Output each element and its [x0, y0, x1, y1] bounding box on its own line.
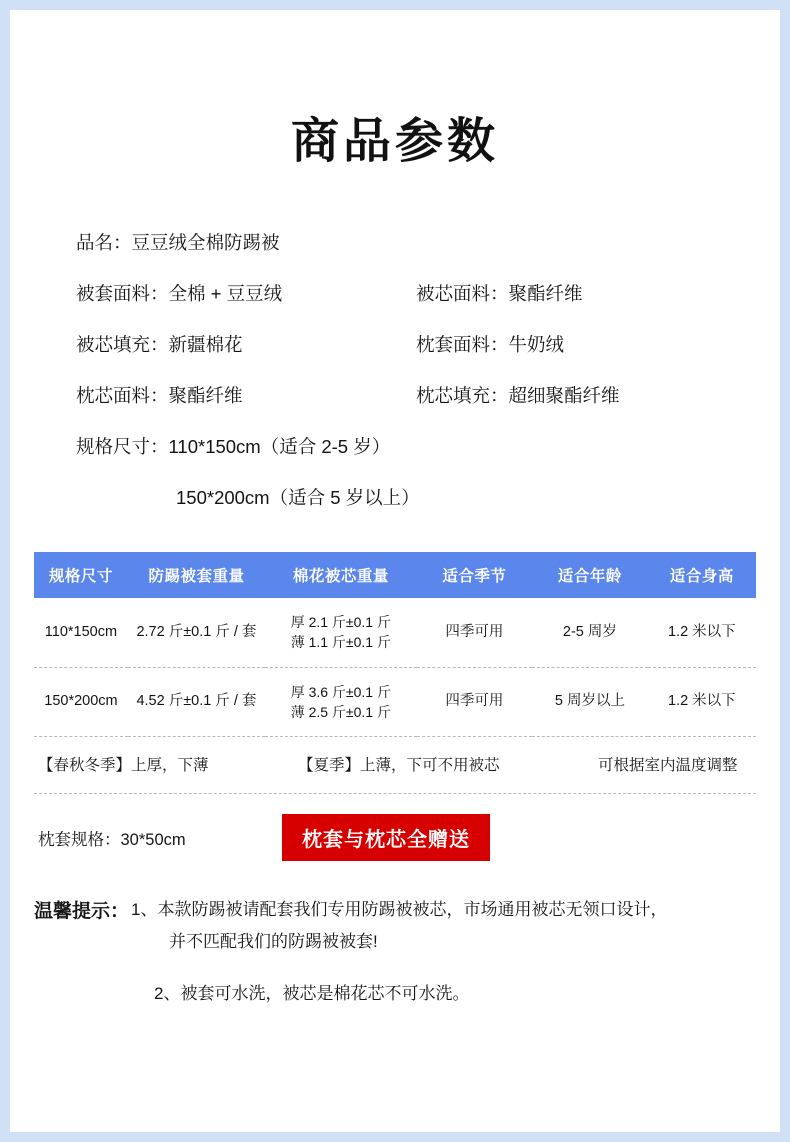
note-temperature: 可根据室内温度调整 [598, 757, 738, 775]
spec-text: 品名：豆豆绒全棉防踢被 [76, 232, 280, 253]
column-header-height: 适合身高 [648, 552, 756, 598]
core-weight-thin: 薄 2.5 斤±0.1 斤 [290, 703, 391, 720]
spec-text: 枕套面料：牛奶绒 [416, 334, 565, 355]
cell-size: 150*200cm [34, 667, 128, 737]
spec-list [10, 229, 780, 510]
cell-core-weight [265, 667, 417, 737]
column-header-cover-weight: 防踢被套重量 [128, 552, 265, 598]
tips-text-2: 2、被套可水洗，被芯是棉花芯不可水洗。 [154, 983, 470, 1003]
spec-text: 150*200cm（适合 5 岁以上） [176, 487, 420, 508]
cell-season: 四季可用 [417, 667, 533, 737]
product-parameters-page [10, 10, 780, 1132]
note-autumn-winter: 【春秋冬季】上厚，下薄 [38, 757, 209, 775]
cell-cover-weight: 4.52 斤±0.1 斤 / 套 [128, 667, 265, 737]
cell-age: 5 周岁以上 [532, 667, 648, 737]
core-weight-thick: 厚 3.6 斤±0.1 斤 [290, 683, 391, 700]
column-header-core-weight: 棉花被芯重量 [265, 552, 417, 598]
cell-height: 1.2 米以下 [648, 598, 756, 667]
column-header-age: 适合年龄 [532, 552, 648, 598]
tips-section [10, 869, 780, 1007]
spec-row [76, 433, 714, 459]
spec-text: 规格尺寸：110*150cm（适合 2-5 岁） [76, 436, 391, 457]
spec-row [76, 331, 714, 357]
pillow-spec-text: 枕套规格：30*50cm [38, 830, 186, 849]
spec-row [76, 280, 714, 306]
parameters-table-wrapper [10, 552, 780, 869]
spec-text: 被芯面料：聚酯纤维 [416, 283, 583, 304]
spec-row [76, 382, 714, 408]
cell-cover-weight: 2.72 斤±0.1 斤 / 套 [128, 598, 265, 667]
column-header-season: 适合季节 [417, 552, 533, 598]
column-header-size: 规格尺寸 [34, 552, 128, 598]
core-weight-thin: 薄 1.1 斤±0.1 斤 [290, 634, 391, 651]
cell-core-weight [265, 598, 417, 667]
cell-age: 2-5 周岁 [532, 598, 648, 667]
tips-text-1a: 1、本款防踢被请配套我们专用防踢被被芯，市场通用被芯无领口设计， [131, 900, 668, 920]
table-row [34, 598, 756, 667]
tips-heading: 温馨提示： [34, 901, 130, 923]
cell-season: 四季可用 [417, 598, 533, 667]
cell-size: 110*150cm [34, 598, 128, 667]
note-summer: 【夏季】上薄，下可不用被芯 [298, 757, 500, 775]
tips-line-1 [34, 897, 756, 926]
spec-row [76, 484, 714, 510]
page-title: 商品参数 [290, 113, 499, 169]
spec-row [76, 229, 714, 255]
cell-height: 1.2 米以下 [648, 667, 756, 737]
spec-text: 被套面料：全棉 + 豆豆绒 [76, 283, 283, 304]
parameters-table [34, 552, 756, 737]
core-weight-thick: 厚 2.1 斤±0.1 斤 [290, 614, 391, 630]
spec-text: 枕芯填充：超细聚酯纤维 [416, 385, 620, 406]
spec-text: 被芯填充：新疆棉花 [76, 334, 243, 355]
spec-text: 枕芯面料：聚酯纤维 [76, 385, 243, 406]
table-header-row [34, 552, 756, 598]
table-row [34, 667, 756, 737]
tips-text-1b: 并不匹配我们的防踢被被套! [169, 931, 378, 951]
pillow-row [34, 794, 756, 869]
season-notes-row [34, 737, 756, 794]
gift-badge: 枕套与枕芯全赠送 [282, 814, 490, 861]
